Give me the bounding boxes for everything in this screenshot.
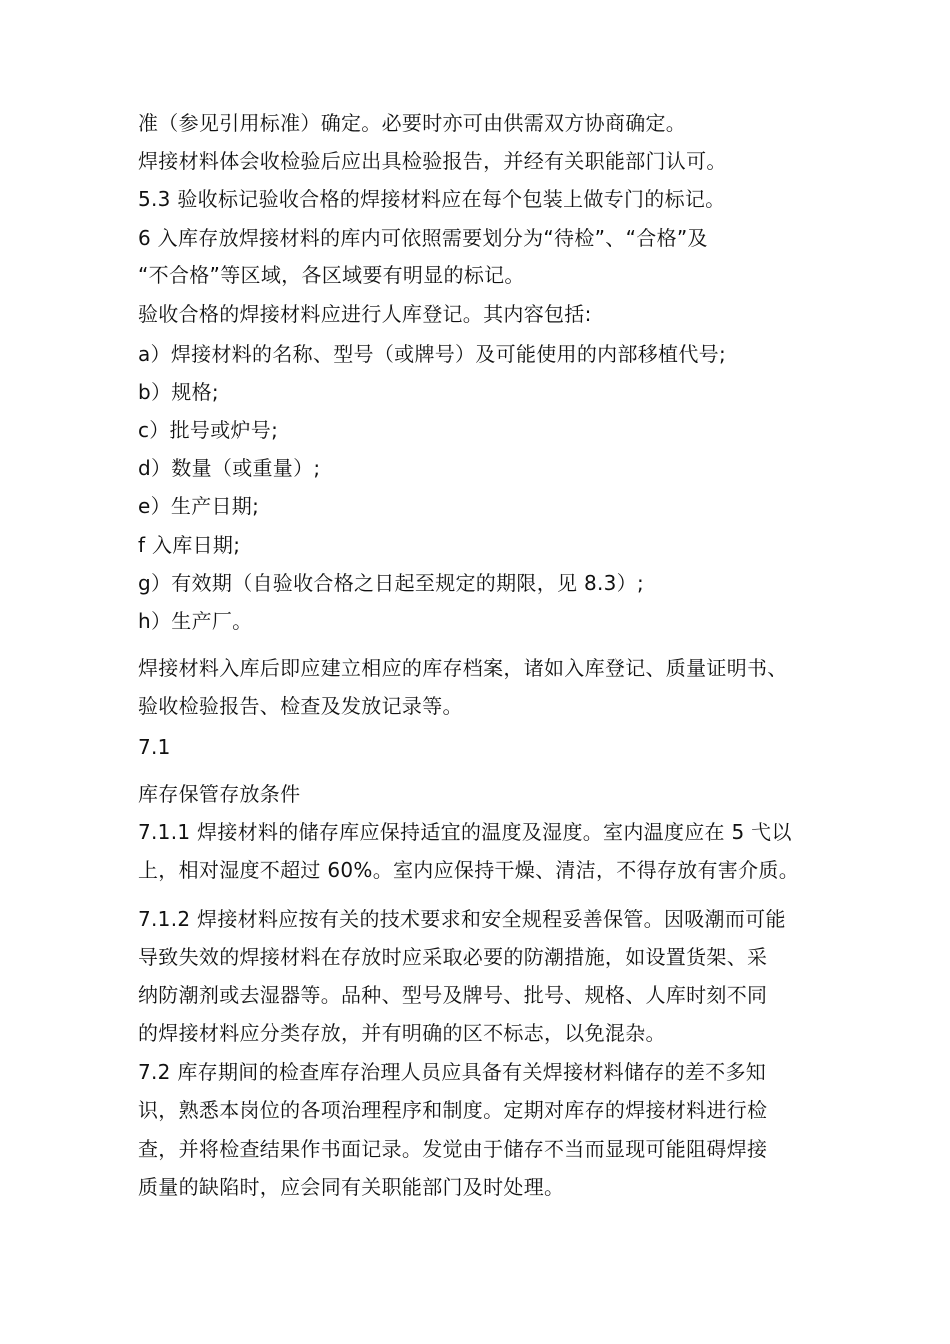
text-line: 上，相对湿度不超过 60%。室内应保持干燥、清洁，不得存放有害介质。	[138, 858, 800, 882]
text-line: 的焊接材料应分类存放，并有明确的区不标志，以免混杂。	[138, 1021, 666, 1045]
text-line: 焊接材料体会收检验后应出具检验报告，并经有关职能部门认可。	[138, 149, 727, 173]
list-item: c）批号或炉号;	[138, 418, 279, 442]
list-item: d）数量（或重量）;	[138, 456, 321, 480]
text-line: 识，熟悉本岗位的各项治理程序和制度。定期对库存的焊接材料进行检	[138, 1098, 768, 1122]
list-item: g）有效期（自验收合格之日起至规定的期限，见 8.3）;	[138, 571, 644, 595]
text-line: 纳防潮剂或去湿器等。品种、型号及牌号、批号、规格、人库时刻不同	[138, 983, 768, 1007]
list-item: e）生产日期;	[138, 494, 260, 518]
text-line: 5.3 验收标记验收合格的焊接材料应在每个包装上做专门的标记。	[138, 187, 726, 211]
text-line: 查，并将检查结果作书面记录。发觉由于储存不当而显现可能阻碍焊接	[138, 1137, 768, 1161]
text-line: 焊接材料入库后即应建立相应的库存档案，诸如入库登记、质量证明书、	[138, 656, 788, 680]
list-item: h）生产厂。	[138, 609, 253, 633]
text-line: 准（参见引用标准）确定。必要时亦可由供需双方协商确定。	[138, 111, 687, 135]
list-item: f 入库日期;	[138, 533, 241, 557]
text-line: 7.2 库存期间的检查库存治理人员应具备有关焊接材料储存的差不多知	[138, 1060, 767, 1084]
list-item: a）焊接材料的名称、型号（或牌号）及可能使用的内部移植代号;	[138, 342, 726, 366]
text-line: 导致失效的焊接材料在存放时应采取必要的防潮措施，如设置货架、采	[138, 945, 768, 969]
text-line: 7.1.2 焊接材料应按有关的技术要求和安全规程妥善保管。因吸潮而可能	[138, 907, 786, 931]
list-item: b）规格;	[138, 380, 219, 404]
section-heading: 库存保管存放条件	[138, 782, 301, 806]
text-line: 6 入库存放焊接材料的库内可依照需要划分为“待检”、“合格”及	[138, 226, 708, 250]
text-line: 验收合格的焊接材料应进行人库登记。其内容包括:	[138, 302, 592, 326]
text-line: 验收检验报告、检查及发放记录等。	[138, 694, 463, 718]
text-line: 7.1.1 焊接材料的储存库应保持适宜的温度及湿度。室内温度应在 5 弋以	[138, 820, 792, 844]
section-number: 7.1	[138, 735, 171, 759]
text-line: “不合格”等区域，各区域要有明显的标记。	[138, 263, 525, 287]
text-line: 质量的缺陷时，应会同有关职能部门及时处理。	[138, 1175, 565, 1199]
